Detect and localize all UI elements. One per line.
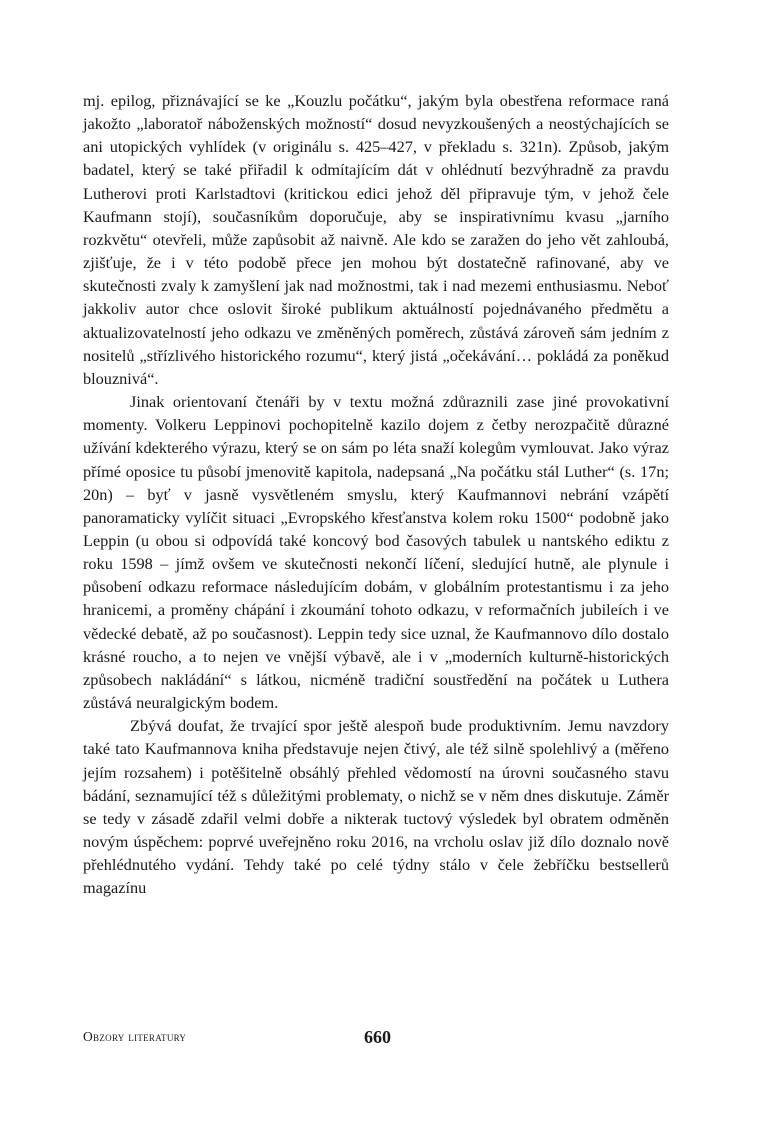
article-body [83, 89, 669, 899]
page-footer [83, 1027, 669, 1051]
journal-title: Obzory literatury [83, 1029, 187, 1044]
page-number: 660 [364, 1027, 391, 1047]
paragraph: Zbývá doufat, že trvající spor ještě alespoň bude produktivním. Jemu navzdory také tato Kaufmannova kniha představuje nejen čtivý, ale též silně spolehlivý a (měřeno jejím rozsahem) i potěšitelně obsáhlý přehled vědomostí na úrovni současného stavu bádání, seznamující též s důležitými problematy, o nichž se v něm dnes diskutuje. Záměr se tedy v zásadě zdařil velmi dobře a nikterak tuctový výsledek byl obratem odměněn novým úspěchem: poprvé uveřejněno roku 2016, na vrcholu oslav již dílo doznalo nově přehlédnutého vydání. Tehdy také po celé týdny stálo v čele žebříčku bestsellerů magazínu [83, 716, 669, 898]
paragraph: mj. epilog, přiznávající se ke „Kouzlu počátku“, jakým byla obestřena reformace raná jakožto „laboratoř náboženských možností“ dosud nevyzkoušených a neostýchajících se ani utopických vyhlídek (v originálu s. 425–427, v překladu s. 321n). Způsob, jakým badatel, který se také přiřadil k odmítajícím dát v ohlédnutí bezvýhradně za pravdu Lutherovi proti Karlstadtovi (kritickou edici jehož děl připravuje tým, v jehož čele Kaufmann stojí), současníkům doporučuje, aby se inspirativnímu kvasu „jarního rozkvětu“ otevřeli, může zapůsobit až naivně. Ale kdo se zaražen do jeho vět zahloubá, zjišťuje, že i v této podobě přece jen mohou být dostatečně rafinované, aby ve skutečnosti zvaly k zamyšlení jak nad možnostmi, tak i nad mezemi enthusiasmu. Neboť jakkoliv autor chce oslovit široké publikum aktuálností pojednávaného předmětu a aktualizovatelností jeho odkazu ve změněných poměrech, zůstává zároveň sám jedním z nositelů „střízlivého historického rozumu“, který jistá „očekávání… pokládá za poněkud blouznivá“. [83, 91, 669, 388]
paragraph: Jinak orientovaní čtenáři by v textu možná zdůraznili zase jiné provokativní momenty. Volkeru Leppinovi pochopitelně kazilo dojem z četby nerozpačitě důrazné užívání kdekterého výrazu, který se on sám po léta snaží kolegům vymlouvat. Jako výraz přímé oposice tu působí jmenovitě kapitola, nadepsaná „Na počátku stál Luther“ (s. 17n; 20n) – byť v jasně vysvětleném smyslu, který Kaufmannovi nebrání vzápětí panoramaticky vylíčit situaci „Evropského křesťanstva kolem roku 1500“ podobně jako Leppin (u obou si odpovídá také koncový bod časových tabulek u nantského ediktu z roku 1598 – jímž ovšem ve skutečnosti nekončí líčení, sledující hutně, ale plynule i působení odkazu reformace následujícím dobám, v globálním protestantismu i za jeho hranicemi, a proměny chápání i zkoumání tohoto odkazu, v reformačních jubileích i ve vědecké debatě, až po současnost). Leppin tedy sice uznal, že Kaufmannovo dílo dostalo krásné roucho, a to nejen ve vnější výbavě, ale i v „moderních kulturně-historických způsobech nakládání“ s látkou, nicméně tradiční soustředění na počátek u Luthera zůstává neuralgickým bodem. [83, 392, 669, 713]
